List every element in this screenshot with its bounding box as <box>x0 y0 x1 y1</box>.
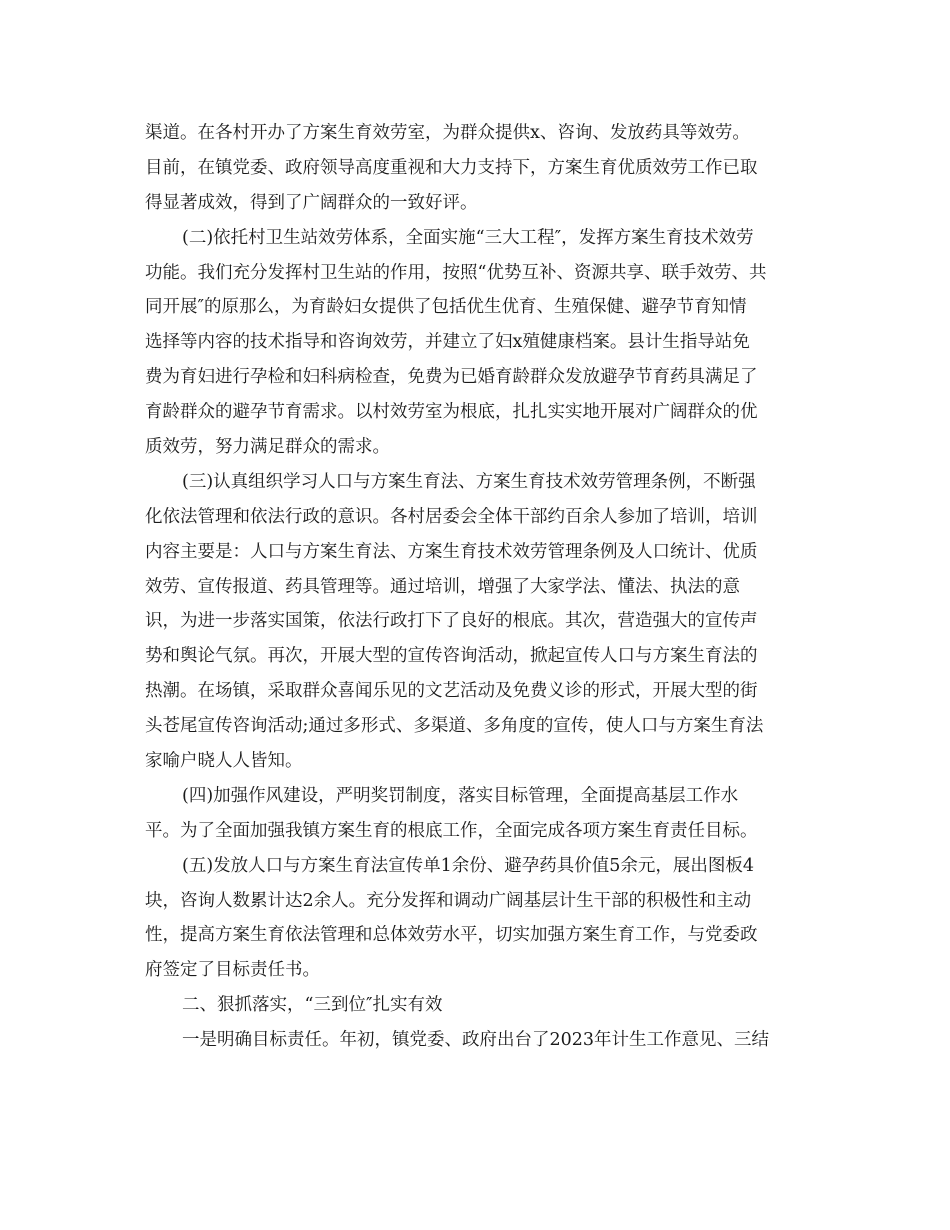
text-line: 渠道。在各村开办了方案生育效劳室，为群众提供x、咨询、发放药具等效劳。 <box>145 123 750 143</box>
text-line: 平。为了全面加强我镇方案生育的根底工作，全面完成各项方案生育责任目标。 <box>145 820 758 841</box>
text-line: (五)发放人口与方案生育法宣传单1余份、避孕药具价值5余元，展出图板4 <box>182 855 755 876</box>
text-line: 选择等内容的技术指导和咨询效劳，并建立了妇x殖健康档案。县计生指导站免 <box>145 332 750 353</box>
text-line: 费为育妇进行孕检和妇科病检查，免费为已婚育龄群众发放避孕节育药具满足了 <box>145 367 758 388</box>
document-body <box>145 116 810 1058</box>
text-line: (三)认真组织学习人口与方案生育法、方案生育技术效劳管理条例，不断强 <box>182 471 756 492</box>
text-line: 得显著成效，得到了广阔群众的一致好评。 <box>145 192 478 213</box>
text-line: 化依法管理和依法行政的意识。各村居委会全体干部约百余人参加了培训，培训 <box>145 506 758 527</box>
text-line: 内容主要是：人口与方案生育法、方案生育技术效劳管理条例及人口统计、优质 <box>145 541 758 562</box>
text-line: 育龄群众的避孕节育需求。以村效劳室为根底，扎扎实实地开展对广阔群众的优 <box>145 402 758 423</box>
text-line: 性，提高方案生育依法管理和总体效劳水平，切实加强方案生育工作，与党委政 <box>145 925 758 946</box>
text-line: 头苍尾宣传咨询活动;通过多形式、多渠道、多角度的宣传，使人口与方案生育法 <box>145 716 764 737</box>
text-line: 效劳、宣传报道、药具管理等。通过培训，增强了大家学法、懂法、执法的意 <box>145 576 740 597</box>
text-line: (四)加强作风建设，严明奖罚制度，落实目标管理，全面提高基层工作水 <box>182 785 739 806</box>
text-line: 质效劳，努力满足群众的需求。 <box>145 437 390 458</box>
text-line: 势和舆论气氛。再次，开展大型的宣传咨询活动，掀起宣传人口与方案生育法的 <box>145 646 758 667</box>
text-line: 二、狠抓落实，“三到位″扎实有效 <box>182 995 443 1016</box>
text-line: 目前，在镇党委、政府领导高度重视和大力支持下，方案生育优质效劳工作已取 <box>145 157 758 178</box>
text-line: 家喻户晓人人皆知。 <box>145 751 303 772</box>
text-line: 识，为进一步落实国策，依法行政打下了良好的根底。其次，营造强大的宣传声 <box>145 611 758 632</box>
text-line: 府签定了目标责任书。 <box>145 960 320 981</box>
text-line: 一是明确目标责任。年初，镇党委、政府出台了2023年计生工作意见、三结 <box>182 1030 770 1051</box>
text-line: 同开展″的原那么，为育龄妇女提供了包括优生优育、生殖保健、避孕节育知情 <box>145 297 747 318</box>
text-line: (二)依托村卫生站效劳体系，全面实施“三大工程″，发挥方案生育技术效劳 <box>182 227 754 248</box>
text-line: 功能。我们充分发挥村卫生站的作用，按照“优势互补、资源共享、联手效劳、共 <box>145 262 767 283</box>
text-line: 块，咨询人数累计达2余人。充分发挥和调动广阔基层计生干部的积极性和主动 <box>145 890 752 911</box>
text-line: 热潮。在场镇，采取群众喜闻乐见的文艺活动及免费义诊的形式，开展大型的街 <box>145 681 758 702</box>
